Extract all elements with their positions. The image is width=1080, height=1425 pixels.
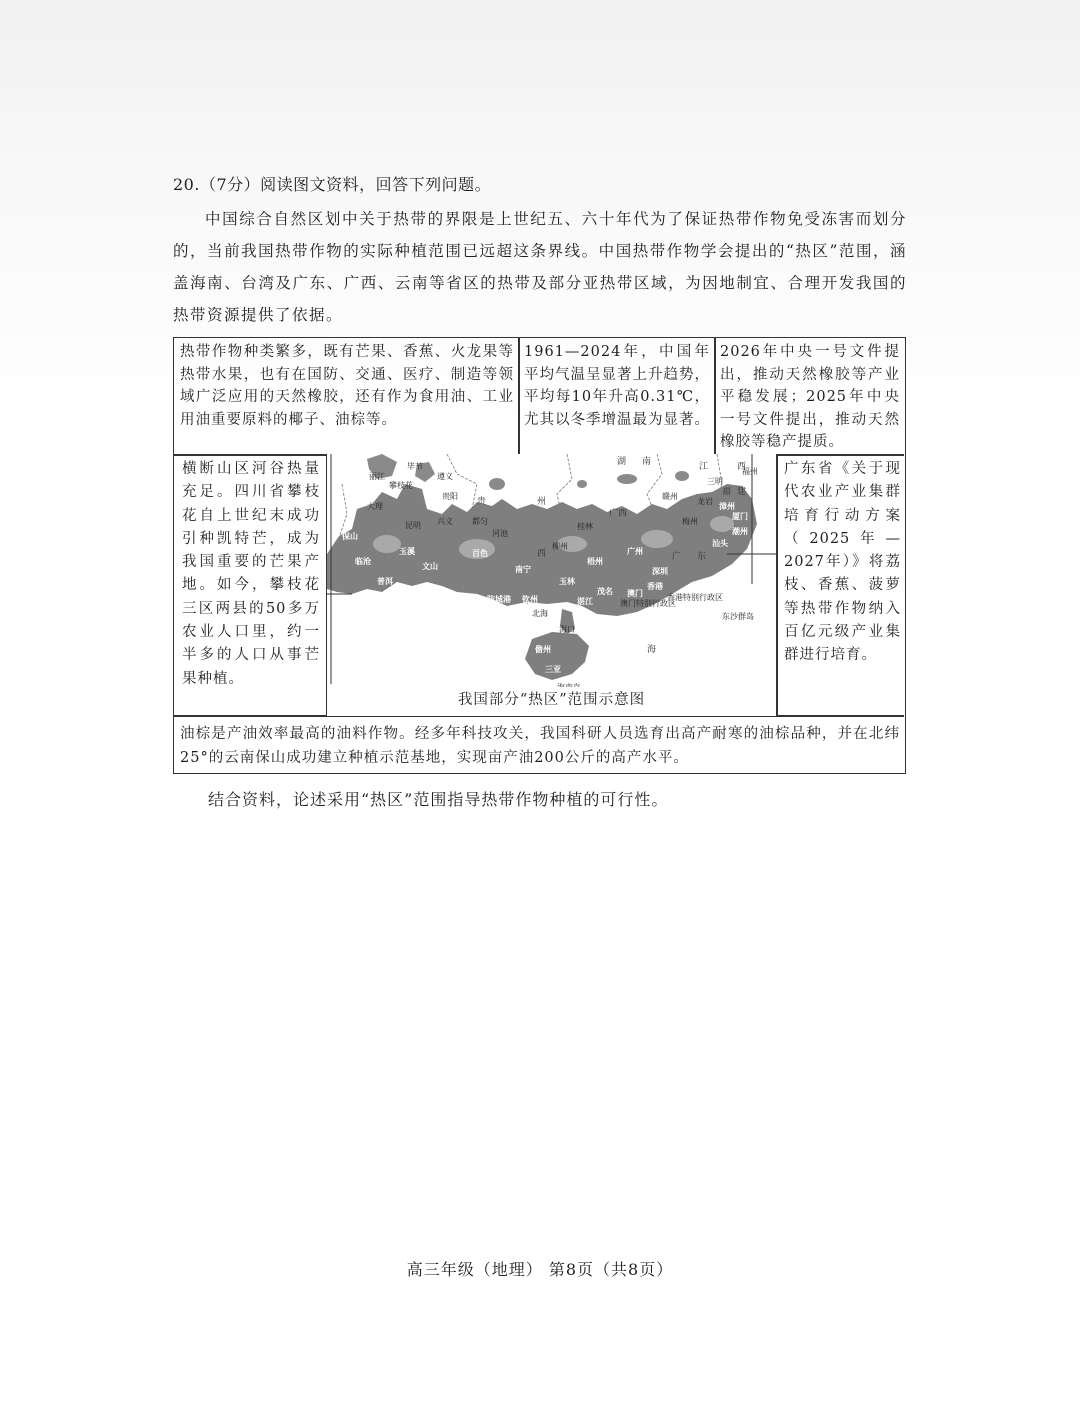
map-province-label: 广西: [609, 509, 628, 519]
material-crops: 热带作物种类繁多，既有芒果、香蕉、火龙果等热带水果，也有在国防、交通、医疗、制造等领域广泛应用的天然橡胶，还有作为食用油、工业用油重要原料的椰子、油棕等。: [180, 344, 514, 428]
map-city-label: 毕节: [407, 462, 423, 471]
map-city-label: 攀枝花: [389, 481, 413, 490]
table-divider: [518, 338, 520, 454]
map-city-label: 临沧: [355, 557, 371, 566]
map-province-label: 海: [647, 645, 657, 655]
map-province-label: 贵: [477, 497, 487, 507]
map-city-label: 潮州: [732, 527, 748, 536]
map-city-label: 玉林: [559, 577, 575, 586]
map-city-label: 昆明: [405, 521, 421, 530]
map-city-label: 茂名: [597, 587, 613, 596]
map-province-label: 广: [672, 552, 682, 562]
map-sar-label: 香港特别行政区: [667, 593, 723, 602]
map-city-label: 都匀: [472, 517, 488, 526]
page-footer: 高三年级（地理） 第8页（共8页）: [406, 1260, 674, 1279]
material-guangdong: 广东省《关于现代农业产业集群培育行动方案（2025年—2027年）》将荔枝、香蕉、菠萝等热带作物纳入百亿元级产业集群进行培育。: [784, 461, 901, 664]
map-city-label: 大理: [367, 502, 383, 511]
map-province-label: 南: [642, 457, 652, 467]
map-province-label: 东: [697, 552, 707, 562]
map-city-label: 漳州: [719, 502, 735, 511]
question-heading: 20.（7分）阅读图文资料，回答下列问题。: [173, 175, 492, 194]
map-province-label: 福: [722, 487, 732, 497]
map-city-label: 香港: [647, 582, 663, 591]
map-city-label: 贵阳: [442, 492, 458, 501]
map-city-label: 梅州: [682, 517, 698, 526]
question-prompt: 结合资料，论述采用“热区”范围指导热带作物种植的可行性。: [208, 790, 669, 809]
map-city-label: 三明: [707, 477, 723, 486]
map-city-label: 泸水: [339, 487, 355, 496]
map-city-label: 柳州: [552, 542, 568, 551]
material-policy: 2026年中央一号文件提出，推动天然橡胶等产业平稳发展；2025年中央一号文件提出，推动天然橡胶等稳产提质。: [720, 344, 900, 450]
map-city-label: 南宁: [515, 565, 531, 574]
hot-zone-map: [327, 454, 776, 716]
map-city-label: 桂林: [577, 522, 593, 531]
material-oilpalm: 油棕是产油效率最高的油料作物。经多年科技攻关，我国科研人员选育出高产耐寒的油棕品种，并在北纬25°的云南保山成功建立种植示范基地，实现亩产油200公斤的高产水平。: [180, 726, 900, 766]
map-city-label: 文山: [422, 562, 438, 571]
map-city-label: 河池: [492, 529, 508, 538]
map-city-label: 三亚: [545, 665, 561, 674]
map-city-label: 汕头: [712, 539, 728, 548]
map-city-label: 龙岩: [697, 497, 713, 506]
table-divider: [714, 338, 716, 454]
question-intro: 中国综合自然区划中关于热带的界限是上世纪五、六十年代为了保证热带作物免受冻害而划分的，当前我国热带作物的实际种植范围已远超这条界线。中国热带作物学会提出的“热区”范围，涵盖海南、台湾及广东、广西、云南等省区的热带及部分亚热带区域，为因地制宜、合理开发我国的热带资源提供了依据。: [173, 210, 907, 324]
map-city-label: 普洱: [377, 577, 393, 586]
map-province-label: 江: [699, 462, 709, 472]
map-city-label: 丽江: [369, 472, 385, 481]
hot-zone-map-svg: [327, 454, 776, 716]
map-caption: 我国部分“热区”范围示意图: [327, 687, 776, 713]
map-city-label: 儋州: [535, 645, 551, 654]
map-city-label: 梧州: [587, 557, 603, 566]
material-climate: 1961—2024年，中国年平均气温呈显著上升趋势，平均每10年升高0.31℃，尤其以冬季增温最为显著。: [524, 344, 710, 428]
map-city-label: 百色: [472, 549, 488, 558]
map-city-label: 深圳: [652, 567, 668, 576]
map-city-label: 钦州: [522, 595, 538, 604]
map-city-label: 厦门: [732, 512, 748, 521]
map-city-label: 玉溪: [399, 547, 415, 556]
map-province-label: 建: [737, 487, 747, 497]
map-city-label: 赣州: [662, 492, 678, 501]
map-sar-label: 澳门特别行政区: [620, 599, 676, 608]
map-city-label: 北海: [532, 609, 548, 618]
map-city-label: 湛江: [577, 597, 593, 606]
map-city-label: 保山: [342, 532, 358, 541]
map-province-label: 州: [537, 497, 547, 507]
map-city-label: 广州: [627, 547, 643, 556]
map-city-label: 东沙群岛: [722, 612, 754, 621]
materials-table: [173, 337, 906, 774]
map-province-label: 湖: [617, 457, 627, 467]
map-province-label: 西: [537, 549, 547, 559]
material-panzhihua: 横断山区河谷热量充足。四川省攀枝花自上世纪末成功引种凯特芒，成为我国重要的芒果产地。如今，攀枝花三区两县的50多万农业人口里，约一半多的人口从事芒果种植。: [182, 461, 320, 687]
table-divider: [776, 454, 778, 715]
map-city-label: 防城港: [487, 595, 511, 604]
map-city-label: 澳门: [627, 589, 643, 598]
map-city-label: 兴义: [437, 517, 453, 526]
map-city-label: 海口: [559, 625, 575, 634]
map-city-label: 福州: [742, 467, 758, 476]
map-province-label: 西: [737, 462, 747, 472]
map-city-label: 遵义: [437, 472, 453, 481]
